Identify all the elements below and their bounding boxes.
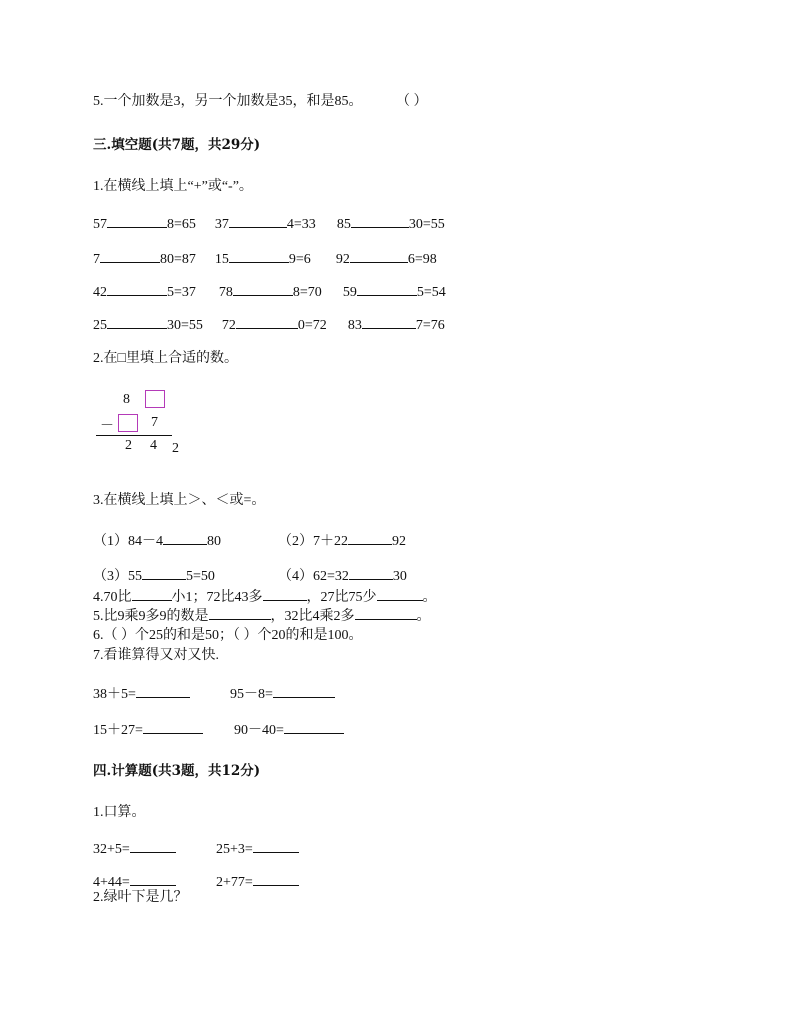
answer-box-top[interactable] — [145, 390, 165, 408]
answer-blank[interactable] — [163, 531, 207, 545]
operand: 85 — [336, 217, 351, 232]
answer-blank[interactable] — [253, 872, 299, 886]
operand: 5=54 — [416, 285, 446, 300]
answer-blank[interactable] — [350, 249, 408, 263]
operand: 8=70 — [292, 285, 322, 300]
comparison-left: （2）7＋22 — [278, 534, 348, 549]
q1-row-3 — [93, 282, 446, 302]
comparison-right: 30 — [392, 569, 407, 584]
text: 4.70比 — [93, 590, 132, 605]
calc-1-instruction: 1.口算。 — [93, 805, 146, 820]
operand: 4=33 — [286, 217, 316, 232]
answer-blank[interactable] — [107, 315, 167, 329]
operand: 6=98 — [407, 252, 437, 267]
section-title-calculation: 四.计算题(共3题，共12分) — [93, 763, 261, 779]
operand: 7 — [93, 252, 100, 267]
c1-item-1 — [93, 839, 176, 859]
operand: 92 — [335, 252, 350, 267]
question-true-false-5 — [93, 93, 428, 111]
calc-2-instruction: 2.绿叶下是几？ — [93, 890, 188, 905]
question-4 — [93, 587, 437, 607]
answer-parentheses: （ ） — [396, 94, 428, 109]
operand: 0=72 — [297, 318, 327, 333]
answer-blank[interactable] — [107, 214, 167, 228]
q7-item-4 — [234, 720, 344, 740]
operand: 9=6 — [288, 252, 311, 267]
operand: 72 — [221, 318, 236, 333]
answer-blank[interactable] — [143, 720, 203, 734]
top-digit: 8 — [123, 392, 130, 407]
text: 小1；72比43多 — [171, 590, 263, 605]
operand: 37 — [214, 217, 229, 232]
expression: 15＋27= — [93, 723, 143, 738]
answer-blank[interactable] — [273, 684, 335, 698]
question-7-instruction: 7.看谁算得又对又快. — [93, 648, 219, 663]
q1-row-1 — [93, 214, 445, 234]
expression: 95－8= — [230, 687, 273, 702]
text: 。 — [416, 609, 431, 624]
operand: 15 — [214, 252, 229, 267]
result-ones-digit: 4 — [150, 438, 157, 453]
operand: 42 — [93, 285, 107, 300]
comparison-left: （4）62=32 — [278, 569, 349, 584]
answer-blank[interactable] — [209, 606, 271, 620]
q1-row-2 — [93, 249, 437, 269]
q3-row-1b — [278, 531, 406, 551]
answer-blank[interactable] — [229, 214, 287, 228]
expression: 32+5= — [93, 842, 130, 857]
comparison-left: （1）84－4 — [93, 534, 163, 549]
q7-item-2 — [230, 684, 335, 704]
sum-line — [96, 435, 172, 436]
q3-row-1 — [93, 531, 221, 551]
question-2-instruction: 2.在□里填上合适的数。 — [93, 351, 238, 366]
operand: 5=37 — [167, 285, 196, 300]
c1-item-4 — [216, 872, 299, 892]
question-3-instruction: 3.在横线上填上＞、＜或=。 — [93, 493, 266, 508]
question-6: 6.（ ）个25的和是50；（ ）个20的和是100。 — [93, 628, 363, 643]
answer-blank[interactable] — [253, 839, 299, 853]
operand: 57 — [93, 217, 107, 232]
operand: 30=55 — [408, 217, 445, 232]
operand: 59 — [342, 285, 357, 300]
c1-item-2 — [216, 839, 299, 859]
answer-blank[interactable] — [348, 531, 392, 545]
question-5 — [93, 606, 431, 626]
answer-blank[interactable] — [229, 249, 289, 263]
expression: 4+44= — [93, 875, 130, 890]
expression: 38＋5= — [93, 687, 136, 702]
q7-item-3 — [93, 720, 203, 740]
text: ，27比75少 — [306, 590, 377, 605]
comparison-right: 80 — [207, 534, 221, 549]
comparison-left: （3）55 — [93, 569, 142, 584]
answer-blank[interactable] — [100, 249, 160, 263]
minus-sign: － — [100, 419, 114, 434]
q7-item-1 — [93, 684, 190, 704]
q3-row-2b — [278, 566, 407, 586]
operand: 30=55 — [167, 318, 203, 333]
answer-blank[interactable] — [362, 315, 416, 329]
text: 5.比9乘9多9的数是 — [93, 609, 209, 624]
second-digit: 7 — [151, 415, 158, 430]
answer-blank[interactable] — [357, 282, 417, 296]
operand: 7=76 — [415, 318, 445, 333]
expression: 90－40= — [234, 723, 284, 738]
q3-row-2 — [93, 566, 215, 586]
answer-blank[interactable] — [136, 684, 190, 698]
answer-blank[interactable] — [233, 282, 293, 296]
operand: 25 — [93, 318, 107, 333]
section-title-fill-in: 三.填空题(共7题，共29分) — [93, 137, 261, 153]
answer-blank[interactable] — [284, 720, 344, 734]
answer-blank[interactable] — [351, 214, 409, 228]
answer-box-bottom[interactable] — [118, 414, 138, 432]
operand: 80=87 — [160, 252, 196, 267]
result-tens-digit: 2 — [125, 438, 132, 453]
answer-blank[interactable] — [132, 587, 172, 601]
answer-blank[interactable] — [377, 587, 423, 601]
answer-blank[interactable] — [107, 282, 167, 296]
question-text: 5.一个加数是3，另一个加数是35，和是85。 — [93, 94, 363, 109]
expression: 2+77= — [216, 875, 253, 890]
answer-blank[interactable] — [236, 315, 298, 329]
operand: 83 — [347, 318, 362, 333]
answer-blank[interactable] — [349, 566, 393, 580]
question-1-instruction: 1.在横线上填上“+”或“-”。 — [93, 179, 253, 194]
text: ，32比4乘2多 — [270, 609, 355, 624]
text: 。 — [422, 590, 437, 605]
comparison-right: 5=50 — [186, 569, 215, 584]
answer-blank[interactable] — [130, 839, 176, 853]
stray-digit: 2 — [172, 441, 179, 456]
expression: 25+3= — [216, 842, 253, 857]
answer-blank[interactable] — [263, 587, 307, 601]
comparison-right: 92 — [392, 534, 406, 549]
answer-blank[interactable] — [355, 606, 417, 620]
operand: 78 — [218, 285, 233, 300]
operand: 8=65 — [167, 217, 196, 232]
answer-blank[interactable] — [142, 566, 186, 580]
answer-blank[interactable] — [130, 872, 176, 886]
q1-row-4 — [93, 315, 445, 335]
